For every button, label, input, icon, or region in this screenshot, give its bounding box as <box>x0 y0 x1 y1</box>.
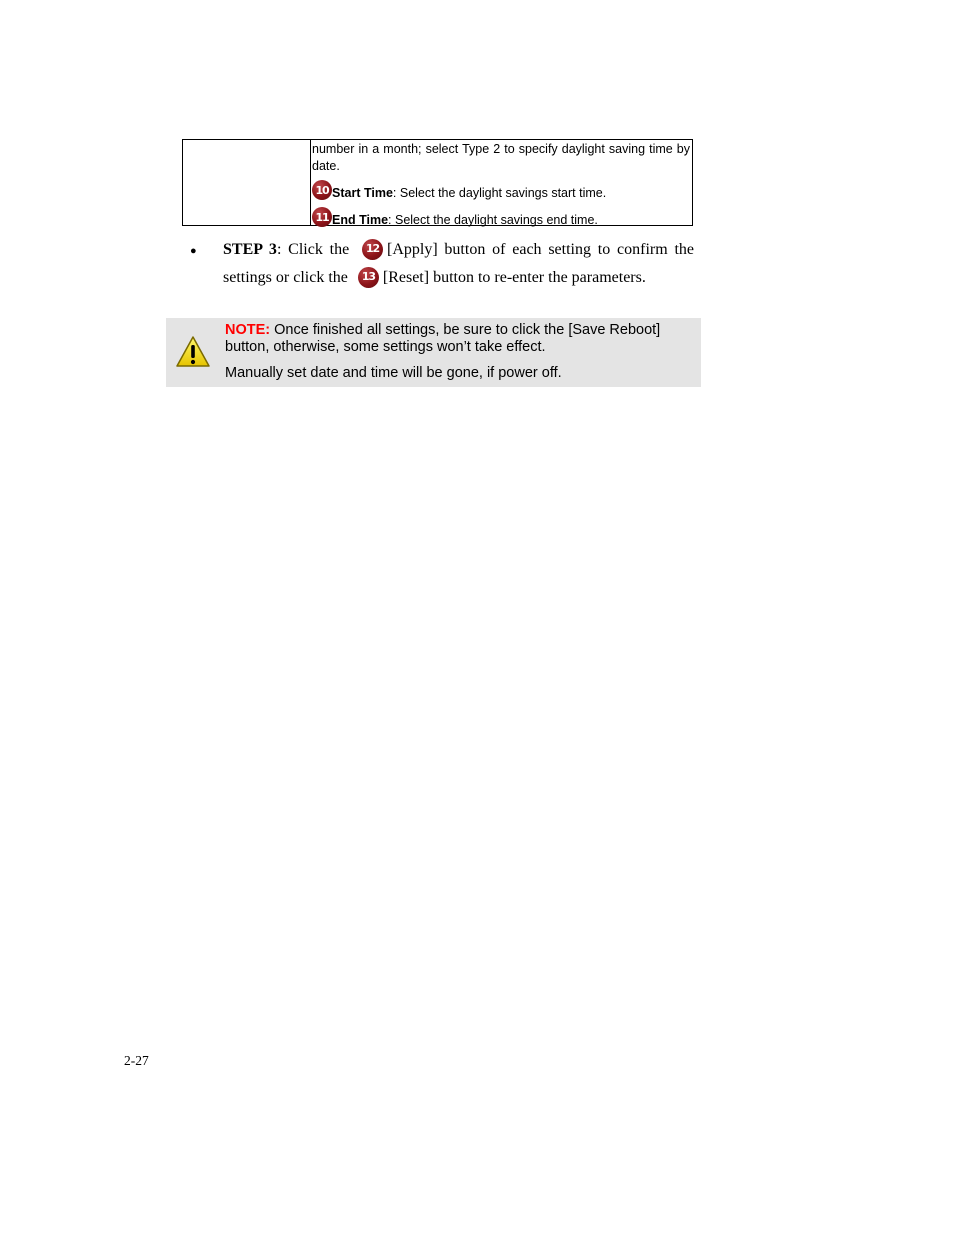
step-text-part3: [Reset] button to re-enter the parameters. <box>382 269 646 286</box>
note-line-1 <box>225 322 695 356</box>
note-line-1-text: Once finished all settings, be sure to click the [Save Reboot] button, otherwise, some settings won’t take effect. <box>225 322 661 355</box>
note-box <box>166 318 701 387</box>
number-10-icon: 10 <box>312 180 332 200</box>
step-3-paragraph <box>190 236 694 292</box>
start-time-description: : Select the daylight savings start time. <box>392 186 607 200</box>
bullet-icon: ● <box>190 245 197 257</box>
step-3-text <box>223 236 694 292</box>
step-text-part1: : Click the <box>276 241 350 258</box>
continuation-text: number in a month; select Type 2 to specify daylight saving time by date. <box>312 142 690 173</box>
step-text-part2: [Apply] button of each setting to confirm the settings or click the <box>223 241 695 286</box>
number-11-icon: 11 <box>312 207 332 227</box>
settings-table <box>182 139 693 226</box>
note-line-2: Manually set date and time will be gone, if power off. <box>225 365 562 381</box>
table-row-end-time <box>312 202 690 229</box>
step-label: STEP 3 <box>223 241 277 258</box>
table-row-start-time <box>312 175 690 202</box>
end-time-label: End Time <box>332 213 389 227</box>
page-number: 2-27 <box>124 1053 149 1068</box>
table-left-cell <box>183 140 311 225</box>
number-13-icon: 13 <box>358 267 379 288</box>
table-right-cell <box>311 140 692 225</box>
end-time-description: : Select the daylight savings end time. <box>388 213 598 227</box>
note-text <box>225 322 695 382</box>
warning-icon <box>175 335 211 369</box>
number-12-icon: 12 <box>362 239 383 260</box>
start-time-label: Start Time <box>332 186 393 200</box>
note-label: NOTE: <box>225 322 271 338</box>
